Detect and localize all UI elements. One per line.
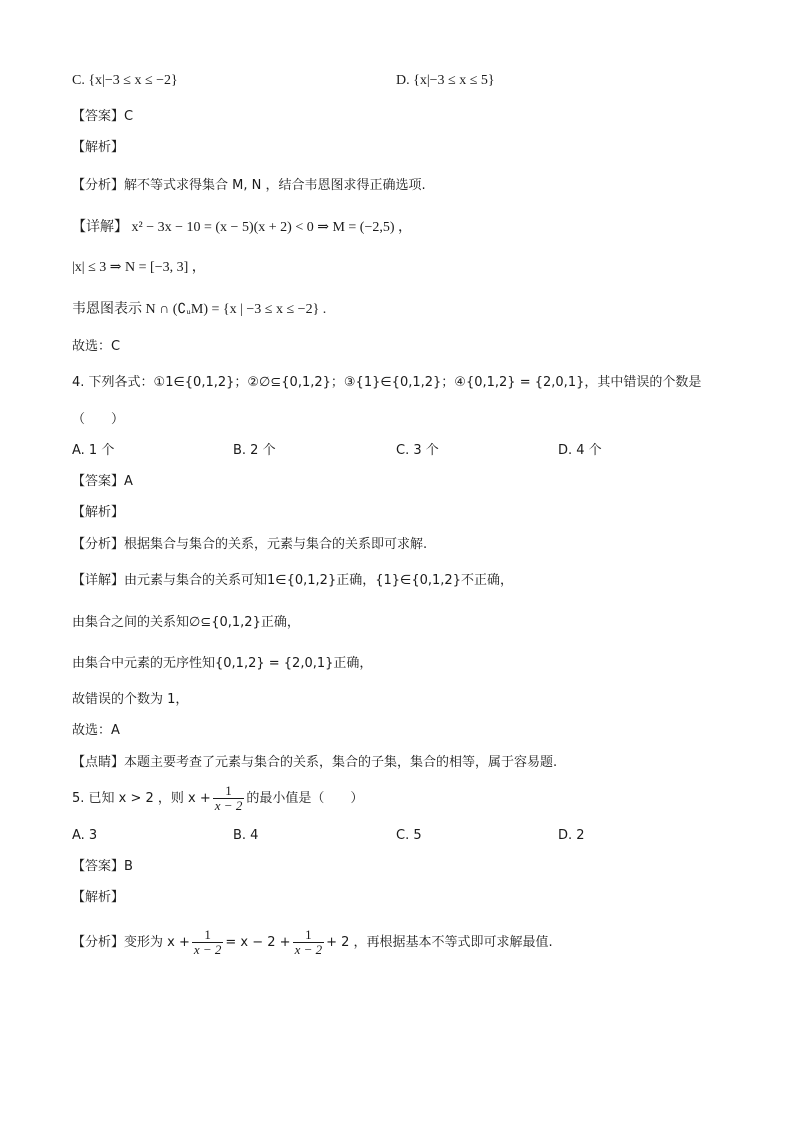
detailed-solution: 【详解】 x² − 3x − 10 = (x − 5)(x + 2) < 0 ⇒ M = (−2,5) ， [72,220,413,235]
fraction-denominator: x − 2 [214,798,243,813]
option-d: D. 2 [558,828,585,843]
analysis-summary: 【分析】解不等式求得集合 M, N ，结合韦恩图求得正确选项. [72,178,426,193]
option-a: A. 1 个 [72,443,115,458]
analysis-heading: 【解析】 [72,890,125,905]
analysis-prefix: 【分析】变形为 x + [72,935,190,950]
key-point-comment: 【点睛】本题主要考查了元素与集合的关系，集合的子集，集合的相等，属于容易题. [72,755,558,770]
analysis-summary [72,928,553,957]
option-c: C. {x|−3 ≤ x ≤ −2} [72,73,178,88]
solution-line: 由集合中元素的无序性知{0,1,2} = {2,0,1}正确， [72,656,373,671]
analysis-middle: = x − 2 + [225,935,291,950]
analysis-heading: 【解析】 [72,505,125,520]
option-a: A. 3 [72,828,98,843]
detailed-solution: 【详解】由元素与集合的关系可知1∈{0,1,2}正确，{1}∈{0,1,2}不正确， [72,573,513,588]
choose-answer: 故选：C [72,339,121,354]
option-c: C. 3 个 [396,443,439,458]
fraction-denominator: x − 2 [294,942,323,957]
fraction-denominator: x − 2 [193,942,222,957]
fraction-numerator: 1 [293,928,325,943]
option-d: D. {x|−3 ≤ x ≤ 5} [396,73,495,88]
fraction-numerator: 1 [192,928,224,943]
solution-line: 由集合之间的关系知∅⊆{0,1,2}正确， [72,615,300,630]
analysis-suffix: + 2 ，再根据基本不等式即可求解最值. [326,935,553,950]
fraction [293,928,325,957]
question-stem [72,784,363,813]
solution-line: |x| ≤ 3 ⇒ N = [−3, 3] ， [72,260,206,275]
fraction [213,784,245,813]
stem-prefix: 5. 已知 x > 2 ，则 x + [72,791,211,806]
solution-line: 故错误的个数为 1， [72,692,189,707]
option-b: B. 4 [233,828,259,843]
solution-line: 韦恩图表示 N ∩ (∁ᵤM) = {x | −3 ≤ x ≤ −2} . [72,302,327,317]
analysis-summary: 【分析】根据集合与集合的关系，元素与集合的关系即可求解. [72,537,428,552]
choose-answer: 故选：A [72,723,120,738]
stem-suffix: 的最小值是（ ） [246,791,364,806]
fraction [192,928,224,957]
answer-label: 【答案】C [72,109,134,124]
option-d: D. 4 个 [558,443,602,458]
fraction-numerator: 1 [213,784,245,799]
answer-paren: （ ） [72,412,125,427]
analysis-heading: 【解析】 [72,140,125,155]
answer-label: 【答案】A [72,474,133,489]
option-b: B. 2 个 [233,443,276,458]
option-c: C. 5 [396,828,422,843]
answer-label: 【答案】B [72,859,133,874]
question-stem: 4. 下列各式：①1∈{0,1,2}；②∅⊆{0,1,2}；③{1}∈{0,1,2}；④{0,1,2} = {2,0,1}，其中错误的个数是 [72,375,702,390]
